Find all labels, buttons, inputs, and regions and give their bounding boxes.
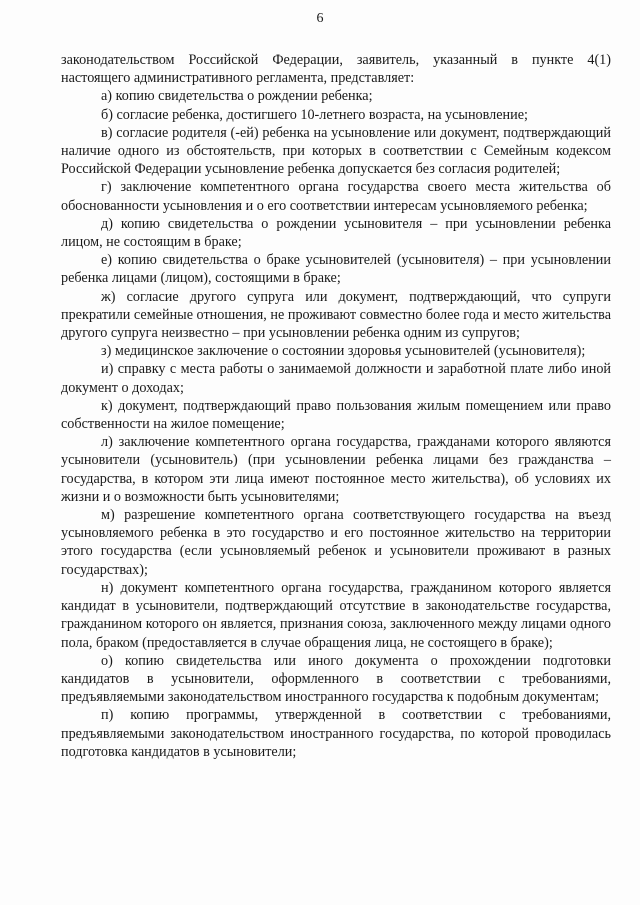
list-item-b: б) согласие ребенка, достигшего 10-летнего возраста, на усыновление; <box>101 106 528 123</box>
list-item-zh: ж) согласие другого супруга или документ, подтверждающий, что супруги прекратили семейные отношения, не проживают совместно более года и место жительства другого супруга неизвестно – при усыновлении ребенка одним из супругов; <box>61 288 611 342</box>
page-number: 6 <box>316 11 324 26</box>
paragraph-intro: законодательством Российской Федерации, заявитель, указанный в пункте 4(1) настоящего административного регламента, представляет: <box>61 52 611 87</box>
list-item-k: к) документ, подтверждающий право пользования жилым помещением или право собственности на жилое помещение; <box>61 397 611 433</box>
list-item-m: м) разрешение компетентного органа соответствующего государства на въезд усыновляемого ребенка в это государство и его постоянное жительство на территории этого государства (если усыновляемый ребенок и усыновители проживают в разных государствах); <box>61 507 611 578</box>
list-item-p: п) копию программы, утвержденной в соответствии с требованиями, предъявляемыми законодательством иностранного государства, по которой проводилась подготовка кандидатов в усыновители; <box>61 707 611 760</box>
list-item-g: г) заключение компетентного органа государства своего места жительства об обоснованности усыновления и о его соответствии интересам усыновляемого ребенка; <box>61 179 611 214</box>
list-item-o: о) копию свидетельства или иного документа о прохождении подготовки кандидатов в усыновители, оформленного в соответствии с требованиями, предъявляемыми законодательством иностранного государства к подобным документам; <box>61 652 611 706</box>
list-item-e: е) копию свидетельства о браке усыновителей (усыновителя) – при усыновлении ребенка лицами (лицом), состоящими в браке; <box>61 252 611 287</box>
list-item-v: в) согласие родителя (-ей) ребенка на усыновление или документ, подтверждающий наличие одного из обстоятельств, при которых в соответствии с Семейным кодексом Российской Федерации усыновление ребенка допускается без согласия родителей; <box>61 124 611 178</box>
list-item-z: з) медицинское заключение о состоянии здоровья усыновителей (усыновителя); <box>101 343 586 360</box>
list-item-d: д) копию свидетельства о рождении усыновителя – при усыновлении ребенка лицом, не состоящим в браке; <box>61 215 611 251</box>
list-item-a: а) копию свидетельства о рождении ребенка; <box>101 88 373 105</box>
list-item-l: л) заключение компетентного органа государства, гражданами которого являются усыновители (усыновитель) (при усыновлении ребенка лицами без гражданства – государства, в котором эти лица имеют постоянное место жительства), об условиях их жизни и о возможности быть усыновителями; <box>61 434 611 505</box>
document-body <box>61 51 611 761</box>
list-item-n: н) документ компетентного органа государства, гражданином которого является кандидат в усыновители, подтверждающий отсутствие в законодательстве государства, гражданином которого он является, признания союза, заключенного между лицами одного пола, браком (предоставляется в случае обращения лица, не состоящего в браке); <box>61 579 611 651</box>
list-item-i: и) справку с места работы о занимаемой должности и заработной плате либо иной документ о доходах; <box>61 361 611 396</box>
